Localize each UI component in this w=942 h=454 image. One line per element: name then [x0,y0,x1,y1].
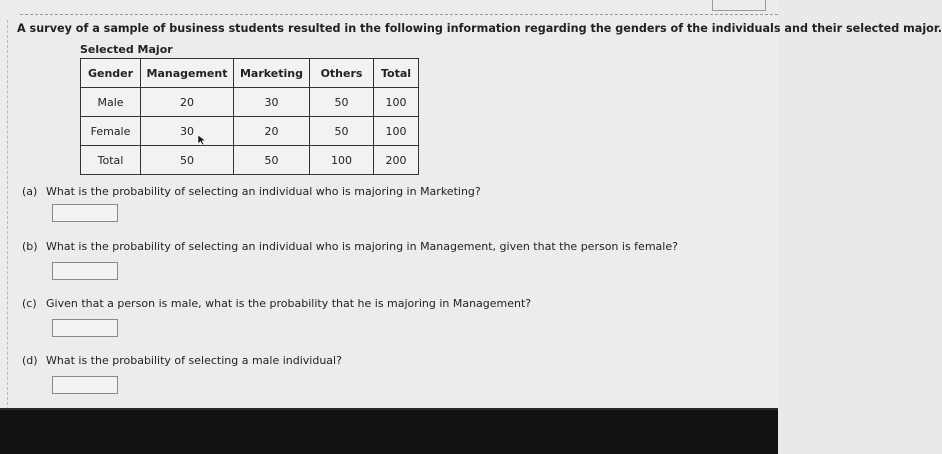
row-label: Total [81,146,141,175]
table-row [81,88,419,117]
question-label: (d) [22,354,38,367]
answer-input-b[interactable] [52,262,118,280]
top-divider [20,14,778,15]
corner-box [712,0,766,11]
contingency-table [80,58,419,175]
answer-input-c[interactable] [52,319,118,337]
question-c [22,297,531,310]
question-a [22,185,481,198]
table-cell: 50 [310,88,374,117]
question-d [22,354,342,367]
question-text: Given that a person is male, what is the probability that he is majoring in Management? [46,297,532,310]
header-total: Total [374,59,419,88]
table-cell: 50 [310,117,374,146]
question-label: (b) [22,240,38,253]
table-cell: 50 [234,146,310,175]
table-cell: 20 [141,88,234,117]
row-label: Male [81,88,141,117]
table-row [81,117,419,146]
problem-intro: A survey of a sample of business students resulted in the following information regarding the genders of the individuals and their selected major. [17,22,942,35]
header-gender: Gender [81,59,141,88]
table-cell: 30 [234,88,310,117]
question-text: What is the probability of selecting an individual who is majoring in Management, given that the person is female? [46,240,678,253]
answer-input-d[interactable] [52,376,118,394]
table-cell: 100 [310,146,374,175]
header-marketing: Marketing [234,59,310,88]
table-cell: 100 [374,117,419,146]
table-header-row [81,59,419,88]
question-text: What is the probability of selecting a male individual? [46,354,342,367]
table-cell: 50 [141,146,234,175]
table-row [81,146,419,175]
question-b [22,240,678,253]
mouse-pointer-icon [197,134,207,146]
question-label: (c) [22,297,37,310]
laptop-bezel [0,410,778,454]
table-cell: 200 [374,146,419,175]
table-cell: 30 [141,117,234,146]
header-management: Management [141,59,234,88]
question-label: (a) [22,185,38,198]
row-label: Female [81,117,141,146]
table-cell: 100 [374,88,419,117]
table-caption: Selected Major [80,43,173,56]
table-cell: 20 [234,117,310,146]
left-divider [7,20,8,420]
header-others: Others [310,59,374,88]
answer-input-a[interactable] [52,204,118,222]
question-text: What is the probability of selecting an individual who is majoring in Marketing? [46,185,481,198]
